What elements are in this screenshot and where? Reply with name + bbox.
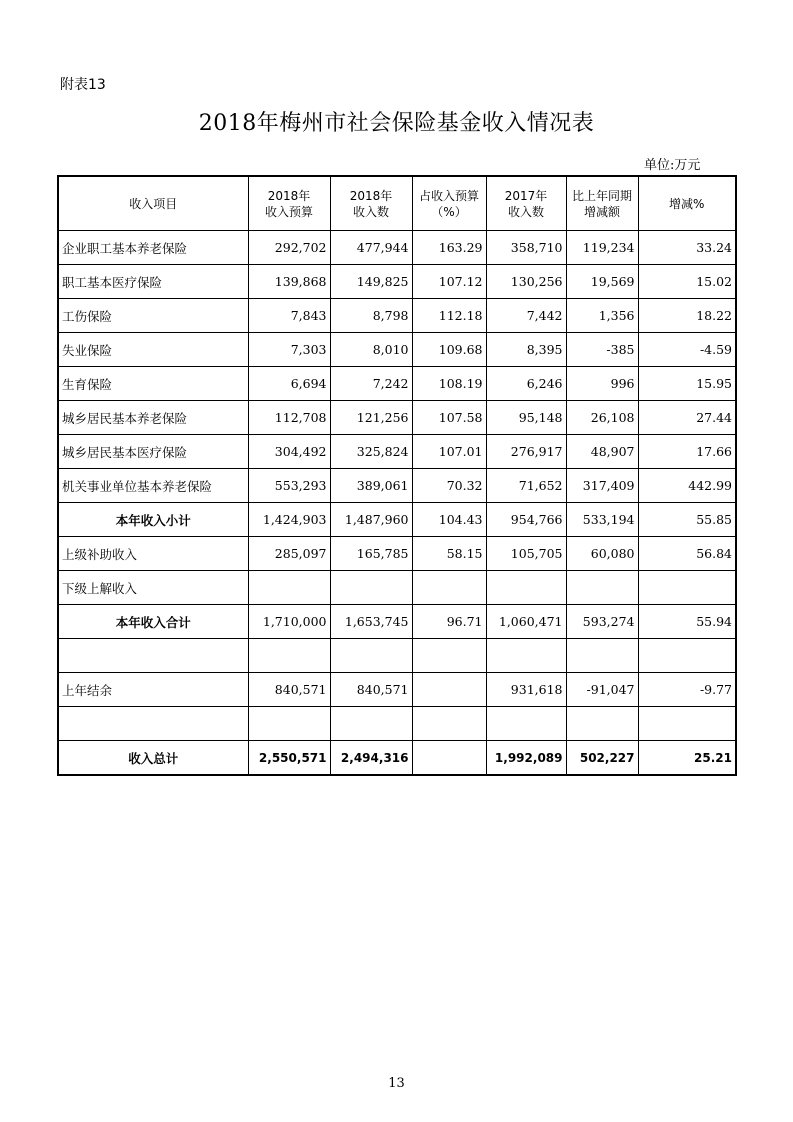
cell-diff: -385 (566, 333, 638, 367)
cell-budget: 553,293 (248, 469, 330, 503)
row-label: 本年收入小计 (58, 503, 248, 537)
row-label: 机关事业单位基本养老保险 (58, 469, 248, 503)
cell-budget: 6,694 (248, 367, 330, 401)
row-label (58, 707, 248, 741)
header-budget-2018: 2018年 收入预算 (248, 176, 330, 231)
cell-change-pct: -4.59 (638, 333, 736, 367)
cell-prev: 6,246 (486, 367, 566, 401)
cell-actual: 840,571 (330, 673, 412, 707)
cell-prev: 954,766 (486, 503, 566, 537)
header-item: 收入项目 (58, 176, 248, 231)
row-label (58, 639, 248, 673)
cell-pct-budget: 107.12 (412, 265, 486, 299)
cell-diff: 593,274 (566, 605, 638, 639)
cell-change-pct (638, 639, 736, 673)
cell-actual: 149,825 (330, 265, 412, 299)
table-row (58, 333, 736, 367)
cell-actual: 325,824 (330, 435, 412, 469)
cell-pct-budget: 109.68 (412, 333, 486, 367)
cell-diff: 533,194 (566, 503, 638, 537)
cell-prev: 8,395 (486, 333, 566, 367)
cell-pct-budget: 163.29 (412, 231, 486, 265)
cell-prev: 1,992,089 (486, 741, 566, 776)
table-row (58, 435, 736, 469)
cell-diff: -91,047 (566, 673, 638, 707)
row-label: 生育保险 (58, 367, 248, 401)
cell-prev: 95,148 (486, 401, 566, 435)
cell-prev (486, 707, 566, 741)
row-label: 职工基本医疗保险 (58, 265, 248, 299)
header-change-pct: 增减% (638, 176, 736, 231)
cell-change-pct: 18.22 (638, 299, 736, 333)
cell-diff: 317,409 (566, 469, 638, 503)
cell-change-pct (638, 571, 736, 605)
page-title: 2018年梅州市社会保险基金收入情况表 (198, 111, 595, 136)
cell-prev: 71,652 (486, 469, 566, 503)
row-label: 下级上解收入 (58, 571, 248, 605)
cell-change-pct (638, 707, 736, 741)
table-row (58, 673, 736, 707)
cell-change-pct: -9.77 (638, 673, 736, 707)
table-row (58, 605, 736, 639)
cell-budget: 112,708 (248, 401, 330, 435)
table-header-row (58, 176, 736, 231)
cell-actual: 477,944 (330, 231, 412, 265)
cell-budget: 304,492 (248, 435, 330, 469)
cell-prev (486, 639, 566, 673)
table-row (58, 401, 736, 435)
cell-change-pct: 55.85 (638, 503, 736, 537)
table-row (58, 503, 736, 537)
header-actual-2017: 2017年 收入数 (486, 176, 566, 231)
header-yoy-diff: 比上年同期 增减额 (566, 176, 638, 231)
cell-diff (566, 639, 638, 673)
cell-budget (248, 707, 330, 741)
cell-pct-budget (412, 741, 486, 776)
cell-actual: 389,061 (330, 469, 412, 503)
cell-pct-budget: 70.32 (412, 469, 486, 503)
cell-change-pct: 56.84 (638, 537, 736, 571)
header-actual-2018: 2018年 收入数 (330, 176, 412, 231)
cell-actual: 1,487,960 (330, 503, 412, 537)
unit-label: 单位:万元 (644, 158, 701, 173)
cell-pct-budget: 108.19 (412, 367, 486, 401)
row-label: 城乡居民基本养老保险 (58, 401, 248, 435)
fund-income-table (57, 175, 737, 776)
cell-prev: 105,705 (486, 537, 566, 571)
cell-diff (566, 707, 638, 741)
cell-pct-budget: 107.58 (412, 401, 486, 435)
header-pct-budget: 占收入预算 （%） (412, 176, 486, 231)
cell-diff: 119,234 (566, 231, 638, 265)
cell-budget (248, 571, 330, 605)
attachment-label: 附表13 (60, 77, 106, 93)
row-label: 上年结余 (58, 673, 248, 707)
cell-change-pct: 33.24 (638, 231, 736, 265)
cell-pct-budget: 58.15 (412, 537, 486, 571)
cell-actual: 2,494,316 (330, 741, 412, 776)
cell-pct-budget (412, 571, 486, 605)
cell-budget: 840,571 (248, 673, 330, 707)
cell-diff: 48,907 (566, 435, 638, 469)
cell-change-pct: 442.99 (638, 469, 736, 503)
cell-budget: 7,843 (248, 299, 330, 333)
cell-diff: 1,356 (566, 299, 638, 333)
cell-actual: 1,653,745 (330, 605, 412, 639)
cell-prev: 130,256 (486, 265, 566, 299)
cell-actual (330, 639, 412, 673)
cell-budget: 1,424,903 (248, 503, 330, 537)
table-row (58, 299, 736, 333)
cell-budget: 2,550,571 (248, 741, 330, 776)
cell-diff: 502,227 (566, 741, 638, 776)
cell-budget (248, 639, 330, 673)
cell-pct-budget (412, 707, 486, 741)
cell-actual: 121,256 (330, 401, 412, 435)
cell-diff: 26,108 (566, 401, 638, 435)
cell-budget: 1,710,000 (248, 605, 330, 639)
table-row (58, 231, 736, 265)
cell-diff (566, 571, 638, 605)
row-label: 工伤保险 (58, 299, 248, 333)
cell-prev: 1,060,471 (486, 605, 566, 639)
row-label: 上级补助收入 (58, 537, 248, 571)
cell-pct-budget (412, 639, 486, 673)
cell-change-pct: 15.02 (638, 265, 736, 299)
cell-diff: 60,080 (566, 537, 638, 571)
table-row (58, 265, 736, 299)
cell-prev: 358,710 (486, 231, 566, 265)
cell-actual: 8,010 (330, 333, 412, 367)
cell-prev: 276,917 (486, 435, 566, 469)
cell-prev (486, 571, 566, 605)
cell-diff: 996 (566, 367, 638, 401)
cell-prev: 7,442 (486, 299, 566, 333)
table-row (58, 537, 736, 571)
cell-budget: 292,702 (248, 231, 330, 265)
row-label: 收入总计 (58, 741, 248, 776)
cell-budget: 285,097 (248, 537, 330, 571)
cell-actual: 7,242 (330, 367, 412, 401)
cell-pct-budget: 107.01 (412, 435, 486, 469)
cell-pct-budget: 96.71 (412, 605, 486, 639)
cell-budget: 7,303 (248, 333, 330, 367)
table-row (58, 469, 736, 503)
row-label: 本年收入合计 (58, 605, 248, 639)
cell-pct-budget: 112.18 (412, 299, 486, 333)
table-row (58, 639, 736, 673)
cell-pct-budget (412, 673, 486, 707)
cell-change-pct: 15.95 (638, 367, 736, 401)
cell-actual: 165,785 (330, 537, 412, 571)
cell-pct-budget: 104.43 (412, 503, 486, 537)
table-row (58, 707, 736, 741)
cell-actual (330, 571, 412, 605)
cell-prev: 931,618 (486, 673, 566, 707)
table-row (58, 741, 736, 776)
cell-budget: 139,868 (248, 265, 330, 299)
cell-change-pct: 25.21 (638, 741, 736, 776)
table-row (58, 571, 736, 605)
row-label: 企业职工基本养老保险 (58, 231, 248, 265)
row-label: 城乡居民基本医疗保险 (58, 435, 248, 469)
cell-actual: 8,798 (330, 299, 412, 333)
cell-change-pct: 27.44 (638, 401, 736, 435)
cell-actual (330, 707, 412, 741)
cell-change-pct: 17.66 (638, 435, 736, 469)
row-label: 失业保险 (58, 333, 248, 367)
cell-change-pct: 55.94 (638, 605, 736, 639)
cell-diff: 19,569 (566, 265, 638, 299)
page-number: 13 (388, 1076, 405, 1091)
table-row (58, 367, 736, 401)
